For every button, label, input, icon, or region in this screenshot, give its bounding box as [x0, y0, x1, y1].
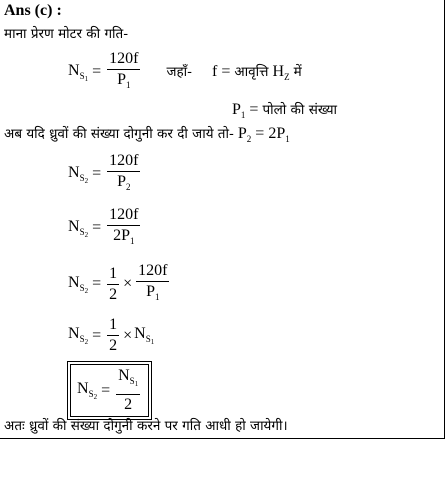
eq5-lhs-base: N — [68, 325, 80, 342]
eq5-half-denominator: 2 — [109, 337, 118, 354]
eq2-numerator: 120f — [107, 152, 140, 172]
eq5-lhs-subsub: 2 — [84, 338, 89, 346]
eq3-fraction — [107, 206, 140, 250]
def-equals: = — [221, 63, 231, 80]
eq3-den-sub: 1 — [129, 236, 135, 246]
eq6-numerator — [116, 367, 140, 395]
poles-var-base: P — [232, 101, 241, 118]
where-label: जहाँ- — [166, 64, 192, 80]
eq4-half-denominator: 2 — [109, 285, 118, 303]
eq2-lhs-sub: S — [79, 172, 85, 183]
eq2-den-sub: 2 — [125, 182, 131, 192]
eq6-lhs-sub: S — [88, 389, 94, 399]
eq4-lhs — [68, 274, 88, 295]
eq4-den-base: P — [146, 283, 155, 300]
doubling-line — [4, 124, 290, 144]
eq1-equals: = — [92, 63, 102, 80]
eq3-numerator: 120f — [107, 206, 140, 226]
answer-heading: Ans (c) : — [4, 2, 62, 19]
def-unit — [273, 63, 290, 80]
def-unit-sub: Z — [284, 72, 290, 82]
eq1-numerator: 120f — [107, 50, 140, 70]
frequency-definition — [166, 62, 301, 82]
eq4-half-fraction — [107, 265, 119, 304]
speed-equation-5 — [68, 316, 154, 355]
eq6-denominator: 2 — [124, 396, 133, 413]
eq4-equals: = — [92, 275, 102, 292]
poles-text: पोलो की संख्या — [262, 102, 338, 118]
eq3-denominator — [111, 226, 136, 250]
eq4-denominator — [144, 282, 161, 306]
eq1-lhs-base: N — [68, 61, 80, 79]
eq2-equals: = — [92, 165, 102, 182]
def-suffix: में — [293, 64, 302, 80]
poles-definition — [232, 100, 337, 120]
result-box — [70, 364, 149, 417]
eq6-lhs-subsub: 2 — [93, 393, 98, 401]
def-var: f — [212, 63, 218, 80]
eq1-lhs-subsub: 1 — [84, 74, 89, 83]
eq5-rhs-subsub: 1 — [150, 338, 155, 346]
eq3-equals: = — [92, 219, 102, 236]
eq5-rhs-sub: S — [145, 334, 151, 344]
speed-equation-3 — [68, 206, 142, 250]
conclusion-text: अतः ध्रुवों की संख्या दोगुनी करने पर गति आधी हो जायेगी। — [4, 418, 288, 434]
speed-equation-2 — [68, 152, 142, 196]
eq3-lhs — [68, 218, 88, 239]
eq4-lhs-base: N — [68, 273, 80, 291]
eq5-lhs — [68, 325, 88, 346]
result-equation-boxed — [70, 364, 149, 417]
eq2-denominator — [115, 172, 132, 196]
eq2-lhs-base: N — [68, 163, 80, 181]
eq1-lhs-sub: S — [79, 70, 85, 81]
eq5-rhs — [134, 325, 154, 346]
eq2-fraction — [107, 152, 140, 196]
eq6-equals: = — [101, 381, 111, 399]
eq1-den-base: P — [117, 71, 126, 88]
eq6-num-sub: S — [129, 376, 135, 386]
eq1-denominator — [115, 70, 132, 94]
eq3-lhs-base: N — [68, 217, 80, 235]
eq2-den-base: P — [117, 173, 126, 190]
eq3-den-base: 2P — [113, 227, 130, 244]
eq5-rhs-base: N — [134, 325, 146, 342]
def-unit-base: H — [272, 63, 285, 80]
doubling-text: अब यदि ध्रुवों की संख्या दोगुनी कर दी जाये तो- — [4, 126, 234, 142]
eq5-half-fraction — [107, 316, 119, 355]
eq6-lhs-base: N — [77, 380, 89, 397]
eq6-lhs — [77, 380, 97, 401]
doubling-lhs-sub: 2 — [246, 134, 252, 144]
doubling-lhs-base: P — [237, 125, 247, 142]
eq4-half-numerator: 1 — [107, 265, 119, 285]
doubling-equals: = — [255, 125, 265, 142]
eq6-fraction — [116, 367, 140, 414]
eq4-times: × — [123, 275, 133, 292]
speed-equation-4 — [68, 262, 171, 306]
eq1-den-sub: 1 — [125, 80, 131, 90]
eq5-equals: = — [92, 326, 102, 344]
eq1-fraction — [107, 50, 140, 94]
eq2-lhs-subsub: 2 — [84, 176, 89, 185]
eq4-lhs-sub: S — [79, 282, 85, 293]
eq5-lhs-sub: S — [79, 334, 85, 344]
eq6-num-subsub: 1 — [134, 380, 139, 388]
eq4-lhs-subsub: 2 — [84, 286, 89, 295]
eq2-lhs — [68, 164, 88, 185]
poles-equals: = — [249, 101, 259, 118]
speed-equation-1 — [68, 50, 302, 94]
eq3-lhs-subsub: 2 — [84, 230, 89, 239]
eq5-half-numerator: 1 — [107, 316, 119, 336]
eq6-num-base: N — [118, 367, 130, 384]
eq4-den-sub: 1 — [155, 292, 160, 302]
doubling-rhs-coef: 2P — [268, 125, 286, 142]
def-text: आवृत्ति — [234, 64, 269, 80]
eq5-times: × — [123, 326, 133, 344]
eq3-lhs-sub: S — [79, 226, 85, 237]
eq1-lhs — [68, 62, 88, 83]
eq4-fraction — [136, 262, 169, 306]
poles-var-sub: 1 — [240, 110, 246, 120]
intro-text: माना प्रेरण मोटर की गति- — [4, 26, 129, 42]
eq4-numerator: 120f — [136, 262, 169, 282]
doubling-rhs-sub: 1 — [285, 134, 290, 144]
